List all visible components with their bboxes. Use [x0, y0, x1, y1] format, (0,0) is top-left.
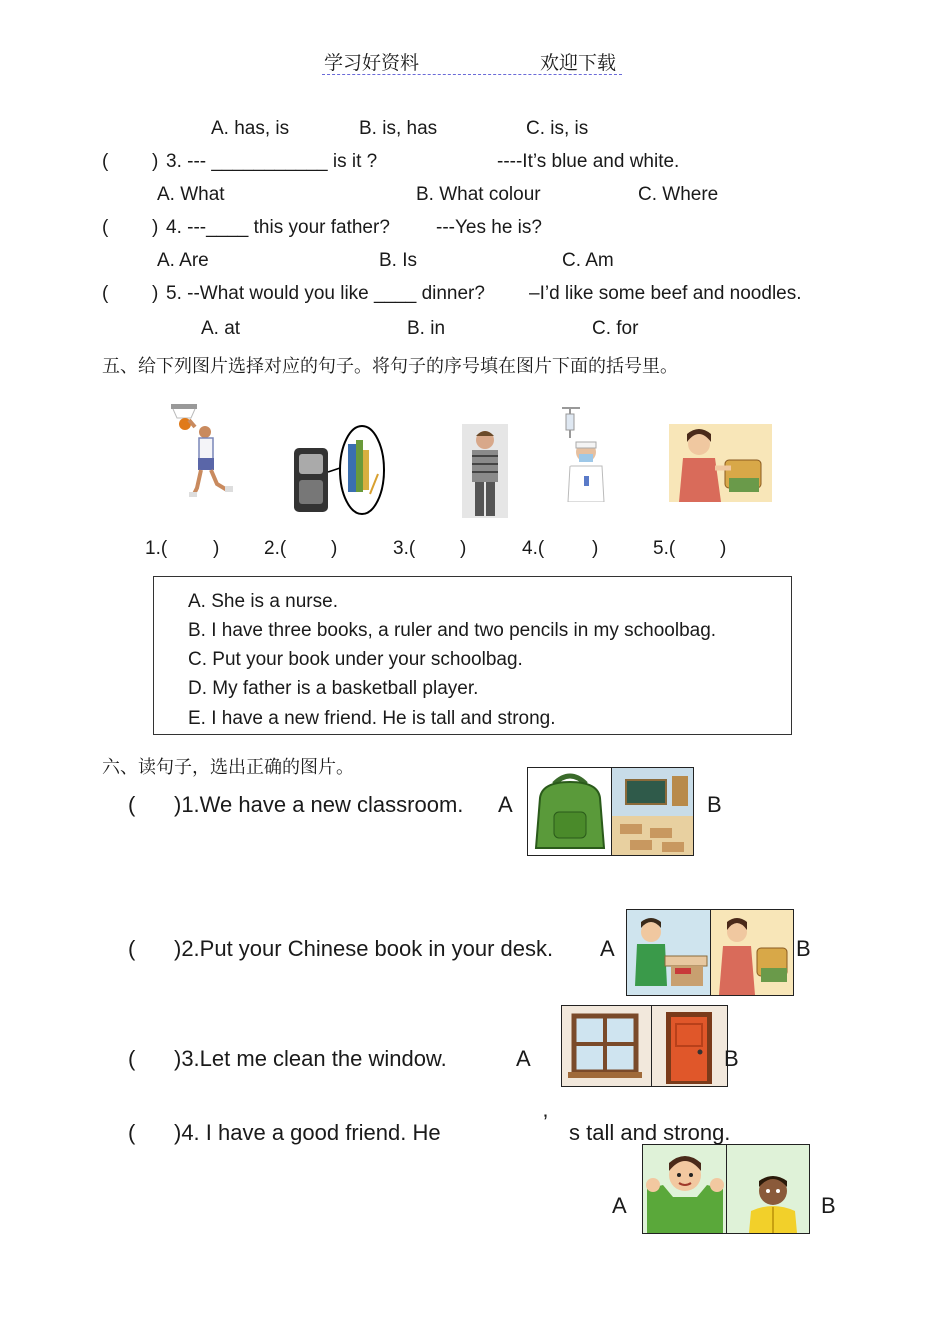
q3-option-b: B. What colour	[416, 184, 541, 205]
item1-b: B	[707, 792, 722, 817]
item1-paren: (	[128, 792, 136, 817]
desk-icon	[626, 909, 712, 996]
item4-b: B	[821, 1193, 836, 1218]
schoolbag-books-icon	[290, 424, 386, 518]
item1-a: A	[498, 792, 513, 817]
q2-option-b: B. is, has	[359, 118, 438, 139]
q5-paren-close: )	[152, 283, 159, 304]
door-icon	[651, 1005, 728, 1087]
header-right: 欢迎下载	[540, 52, 617, 74]
item4-text: )4. I have a good friend. He	[174, 1120, 441, 1145]
item2-b: B	[796, 936, 811, 961]
item4-a: A	[612, 1193, 627, 1218]
girl-schoolbag-icon	[669, 424, 772, 502]
item2-paren: (	[128, 936, 136, 961]
small-boy-icon	[726, 1144, 810, 1234]
q5-reply: –I’d like some beef and noodles.	[529, 283, 802, 304]
q3-reply: ----It’s blue and white.	[497, 151, 680, 172]
father-icon	[462, 424, 508, 518]
section5-title: 五、给下列图片选择对应的句子。将句子的序号填在图片下面的括号里。	[102, 356, 678, 377]
item3-paren: (	[128, 1046, 136, 1071]
blank-5: 5.(	[653, 538, 676, 559]
blank-1-close: )	[213, 538, 220, 559]
blank-1: 1.(	[145, 538, 168, 559]
basketball-player-icon	[165, 402, 235, 500]
item2-text: )2.Put your Chinese book in your desk.	[174, 936, 554, 961]
green-bag-icon	[527, 767, 613, 856]
sentence-a: A. She is a nurse.	[188, 591, 338, 612]
q4-option-b: B. Is	[379, 250, 418, 271]
item1-text: )1.We have a new classroom.	[174, 792, 464, 817]
q4-paren-close: )	[152, 217, 159, 238]
item3-b: B	[724, 1046, 739, 1071]
q3-option-c: C. Where	[638, 184, 719, 205]
q5-option-a: A. at	[201, 318, 241, 339]
item4-rest: s tall and strong.	[569, 1120, 731, 1145]
item3-text: )3.Let me clean the window.	[174, 1046, 447, 1071]
q5-stem: 5. --What would you like ____ dinner?	[166, 283, 485, 304]
q3-stem: 3. --- ___________ is it ?	[166, 151, 378, 172]
tall-boy-icon	[642, 1144, 728, 1234]
classroom-icon	[611, 767, 694, 856]
q4-stem: 4. ---____ this your father?	[166, 217, 390, 238]
q4-reply: ---Yes he is?	[436, 217, 542, 238]
sentence-d: D. My father is a basketball player.	[188, 678, 479, 699]
q2-option-a: A. has, is	[211, 118, 290, 139]
q2-option-c: C. is, is	[526, 118, 589, 139]
q4-paren-open: (	[102, 217, 109, 238]
q3-paren-open: (	[102, 151, 109, 172]
item2-a: A	[600, 936, 615, 961]
section6-title: 六、读句子，选出正确的图片。	[102, 757, 354, 778]
blank-4-close: )	[592, 538, 599, 559]
item3-a: A	[516, 1046, 531, 1071]
window-icon	[561, 1005, 653, 1087]
item4-paren: (	[128, 1120, 136, 1145]
q5-option-c: C. for	[592, 318, 639, 339]
blank-4: 4.(	[522, 538, 545, 559]
page-header	[322, 46, 622, 75]
q5-paren-open: (	[102, 283, 109, 304]
blank-3-close: )	[460, 538, 467, 559]
blank-2: 2.(	[264, 538, 287, 559]
q5-option-b: B. in	[407, 318, 446, 339]
q3-option-a: A. What	[157, 184, 225, 205]
item4-apostrophe: ’	[543, 1110, 548, 1135]
sentence-e: E. I have a new friend. He is tall and strong.	[188, 708, 556, 729]
q4-option-c: C. Am	[562, 250, 614, 271]
q4-option-a: A. Are	[157, 250, 209, 271]
sentence-c: C. Put your book under your schoolbag.	[188, 649, 523, 670]
blank-3: 3.(	[393, 538, 416, 559]
nurse-icon	[548, 404, 610, 502]
girl-schoolbag-icon	[710, 909, 794, 996]
blank-2-close: )	[331, 538, 338, 559]
sentence-b: B. I have three books, a ruler and two pencils in my schoolbag.	[188, 620, 717, 641]
q3-paren-close: )	[152, 151, 159, 172]
header-left: 学习好资料	[324, 52, 420, 74]
blank-5-close: )	[720, 538, 727, 559]
